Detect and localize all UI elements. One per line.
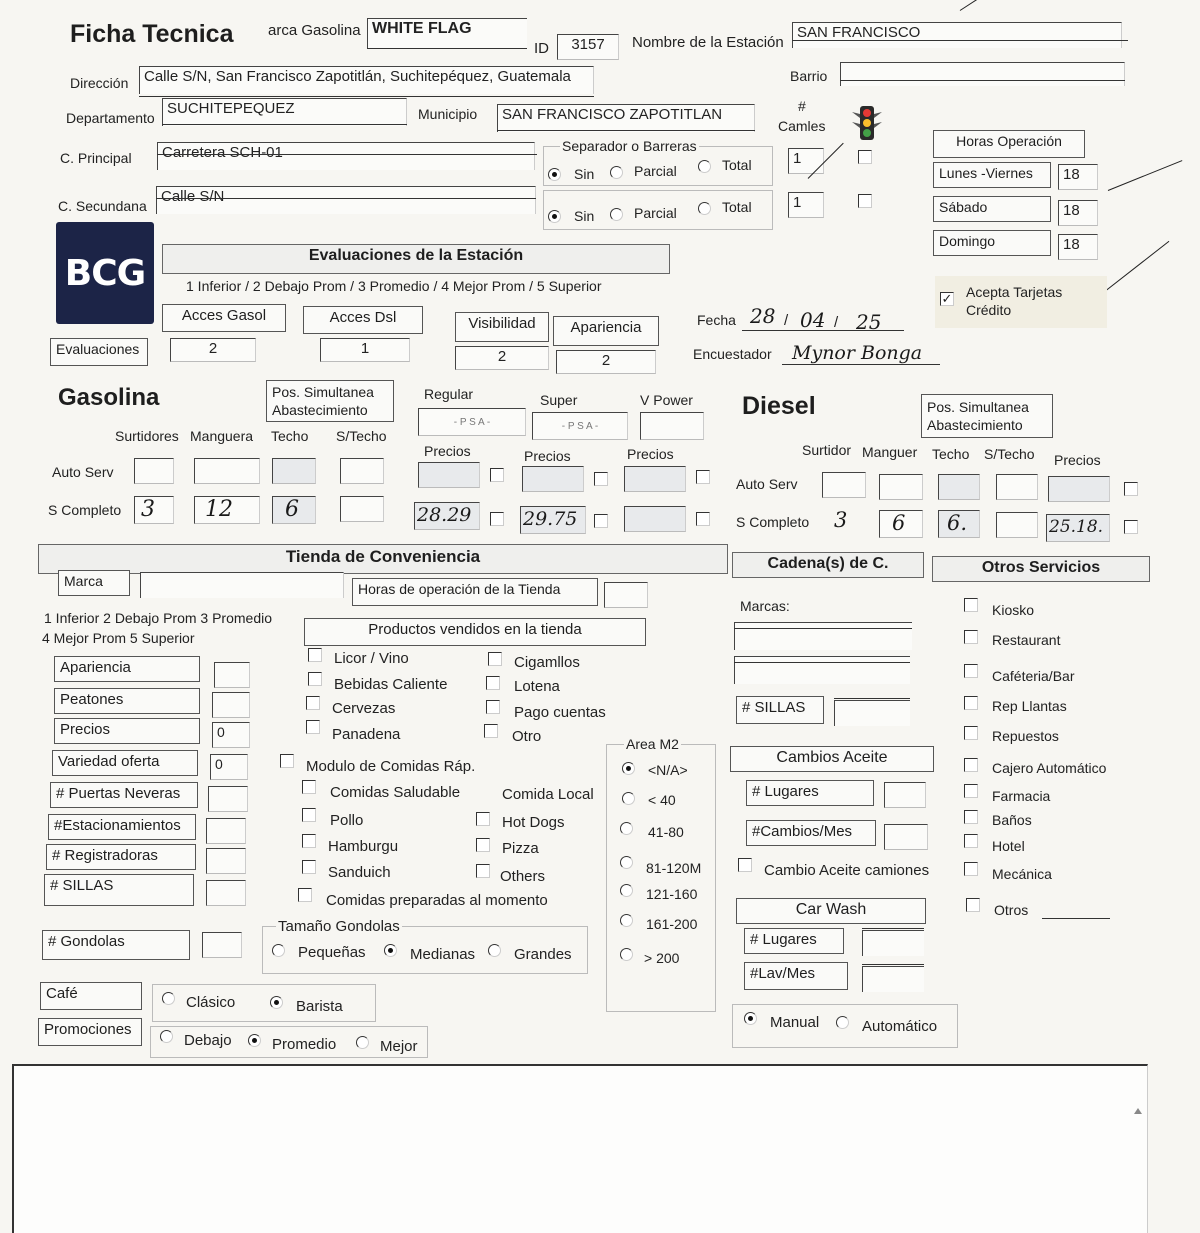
- promo-below-label: Debajo: [184, 1032, 232, 1049]
- area-option-0: <N/A>: [648, 762, 688, 778]
- diesel-auto-techo-field[interactable]: [938, 474, 980, 500]
- other-service-label: Otros: [994, 902, 1029, 918]
- secondary-barrier-sin-label: Sin: [574, 208, 595, 224]
- others-food-checkbox[interactable]: [476, 864, 490, 878]
- date-label: Fecha: [697, 312, 736, 328]
- bakery-checkbox[interactable]: [306, 720, 320, 734]
- brand-field[interactable]: WHITE FLAG: [367, 18, 527, 48]
- gas-col-manguera: Manguera: [190, 428, 254, 444]
- auto-wash-radio[interactable]: [836, 1016, 849, 1029]
- restrooms-label: Baños: [992, 812, 1032, 828]
- surveyor-label: Encuestador: [693, 346, 772, 362]
- secondary-barrier-parcial-radio[interactable]: [610, 208, 623, 221]
- diesel-auto-checkbox[interactable]: [1124, 482, 1138, 496]
- secondary-barrier-total-label: Total: [722, 199, 752, 215]
- barista-coffee-radio[interactable]: [270, 996, 283, 1009]
- regular-auto-price-field[interactable]: [418, 462, 480, 488]
- regular-label: Regular: [424, 386, 474, 402]
- manual-wash-radio[interactable]: [744, 1012, 757, 1025]
- area-option-radio-0[interactable]: [622, 762, 635, 775]
- area-option-3: 81-120M: [646, 860, 702, 876]
- gas-pos-label: [266, 380, 394, 422]
- bakery-label: Panadena: [332, 726, 401, 743]
- gas-completo-techo-field[interactable]: 6: [272, 496, 316, 524]
- promo-below-radio[interactable]: [160, 1030, 173, 1043]
- atm-label: Cajero Automático: [992, 760, 1107, 776]
- cigarettes-checkbox[interactable]: [488, 652, 502, 666]
- promo-average-label: Promedio: [272, 1036, 337, 1053]
- sandwich-checkbox[interactable]: [302, 860, 316, 874]
- store-chairs-label: # SILLAS: [44, 874, 194, 906]
- store-appearance-field[interactable]: [214, 662, 250, 688]
- classic-coffee-label: Clásico: [186, 994, 236, 1011]
- evaluations-button[interactable]: Evaluaciones: [50, 338, 148, 366]
- area-option-radio-1[interactable]: [622, 792, 635, 805]
- burger-checkbox[interactable]: [302, 834, 316, 848]
- diesel-col-manguer: Manguer: [862, 444, 918, 460]
- fast-food-module-label: Modulo de Comidas Ráp.: [306, 758, 476, 775]
- main-barrier-total-radio[interactable]: [698, 160, 711, 173]
- area-title: Area M2: [626, 736, 679, 752]
- oil-changes-month-field[interactable]: [884, 824, 928, 850]
- secondary-street-field[interactable]: Calle S/N: [156, 186, 536, 214]
- gas-col-stecho: S/Techo: [336, 428, 387, 444]
- healthy-food-label: Comidas Saludable: [330, 784, 461, 801]
- chain-brand-field-2[interactable]: [734, 656, 910, 684]
- lottery-checkbox[interactable]: [486, 676, 500, 690]
- main-traffic-light-checkbox[interactable]: [858, 150, 872, 164]
- medium-gondola-label: Medianas: [410, 946, 476, 963]
- gondola-size-title: Tamaño Gondolas: [278, 918, 400, 935]
- other-services-title: Otros Servicios: [932, 556, 1150, 582]
- weekday-hours-field[interactable]: 18: [1058, 164, 1098, 190]
- gas-col-techo: Techo: [271, 428, 309, 444]
- cigarettes-label: Cigamllos: [514, 654, 580, 671]
- department-label: Departamento: [66, 110, 155, 126]
- diesel-auto-manguer-field[interactable]: [879, 474, 923, 500]
- diesel-access-label: Acces Dsl: [303, 306, 423, 334]
- diesel-row-completo: S Completo: [736, 514, 810, 530]
- super-price-label: Precios: [524, 448, 571, 464]
- regular-psa-field[interactable]: - P S A -: [418, 408, 526, 436]
- gas-pos-label-line1: Pos. Simultanea: [272, 384, 374, 400]
- area-option-6: > 200: [644, 950, 680, 966]
- store-hours-field[interactable]: [604, 582, 648, 608]
- trucks-label: Camles: [778, 118, 826, 134]
- super-auto-checkbox[interactable]: [594, 472, 608, 486]
- gas-auto-manguera-field[interactable]: [194, 458, 260, 484]
- restrooms-checkbox[interactable]: [964, 810, 978, 824]
- manual-wash-label: Manual: [770, 1014, 820, 1031]
- super-price-field[interactable]: 29.75: [520, 506, 586, 534]
- vpower-price-label: Precios: [627, 446, 674, 462]
- secondary-barrier-total-radio[interactable]: [698, 202, 711, 215]
- gas-access-field[interactable]: 2: [170, 338, 256, 362]
- diesel-completo-manguer-field[interactable]: 6: [879, 510, 923, 538]
- visibility-label: Visibilidad: [455, 312, 549, 342]
- gas-auto-techo-field[interactable]: [272, 458, 316, 484]
- hotel-checkbox[interactable]: [964, 834, 978, 848]
- liquor-checkbox[interactable]: [308, 648, 322, 662]
- lottery-label: Lotena: [514, 678, 560, 695]
- vpower-completo-checkbox[interactable]: [696, 512, 710, 526]
- gas-col-surtidores: Surtidores: [115, 428, 179, 444]
- tire-repair-label: Rep Llantas: [992, 698, 1067, 714]
- pizza-label: Pizza: [502, 840, 539, 857]
- traffic-light-icon: [850, 104, 884, 149]
- medium-gondola-radio[interactable]: [384, 944, 397, 957]
- bcg-logo-text: BCG: [64, 252, 146, 294]
- store-variety-label: Variedad oferta: [52, 750, 198, 776]
- area-option-4: 121-160: [646, 886, 698, 902]
- car-wash-title: Car Wash: [736, 898, 926, 924]
- other-product-checkbox[interactable]: [484, 724, 498, 738]
- comments-textarea[interactable]: [12, 1064, 1148, 1233]
- area-option-radio-5[interactable]: [620, 914, 633, 927]
- gas-auto-surtidores-field[interactable]: [134, 458, 174, 484]
- evaluations-title: Evaluaciones de la Estación: [162, 244, 670, 274]
- sunday-hours-field[interactable]: 18: [1058, 234, 1098, 260]
- secondary-barrier-sin-radio[interactable]: [548, 210, 561, 223]
- station-name-label: Nombre de la Estación: [632, 34, 784, 51]
- diesel-completo-surtidor-field[interactable]: 3: [834, 508, 848, 532]
- super-psa-field[interactable]: - P S A -: [532, 412, 628, 440]
- convenience-store-title: Tienda de Conveniencia: [38, 544, 728, 574]
- mechanic-label: Mecánica: [992, 866, 1052, 882]
- oil-change-title: Cambios Aceite: [730, 746, 934, 772]
- diesel-col-stecho: S/Techo: [984, 446, 1035, 462]
- diesel-price-field[interactable]: 25.18.: [1046, 514, 1110, 542]
- diesel-row-auto: Auto Serv: [736, 476, 798, 492]
- mechanic-checkbox[interactable]: [964, 862, 978, 876]
- barista-coffee-label: Barista: [296, 998, 343, 1015]
- chain-brand-field-1[interactable]: [734, 622, 912, 650]
- other-product-label: Otro: [512, 728, 542, 745]
- diesel-title: Diesel: [742, 392, 816, 420]
- area-group: [606, 744, 716, 1012]
- department-field[interactable]: SUCHITEPEQUEZ: [162, 98, 407, 126]
- appearance-label: Apariencia: [553, 316, 659, 346]
- classic-coffee-radio[interactable]: [162, 992, 175, 1005]
- regular-price-field[interactable]: 28.29: [414, 502, 480, 530]
- promo-average-radio[interactable]: [248, 1034, 261, 1047]
- store-appearance-label: Apariencia: [54, 656, 200, 682]
- auto-wash-label: Automático: [862, 1018, 938, 1035]
- vpower-psa-field[interactable]: [640, 412, 704, 440]
- credit-card-label-line2: Crédito: [966, 302, 1012, 318]
- chicken-label: Pollo: [330, 812, 364, 829]
- diesel-pos-label-line2: Abastecimiento: [927, 417, 1023, 433]
- cafeteria-label: Caféteria/Bar: [992, 668, 1075, 684]
- store-prices-label: Precios: [54, 718, 200, 744]
- secondary-barrier-parcial-label: Parcial: [634, 205, 677, 221]
- area-option-radio-2[interactable]: [620, 822, 633, 835]
- regular-completo-checkbox[interactable]: [490, 512, 504, 526]
- diesel-pos-label: [921, 394, 1053, 438]
- gas-completo-stecho-field[interactable]: [340, 496, 384, 522]
- kiosk-checkbox[interactable]: [964, 598, 978, 612]
- chicken-checkbox[interactable]: [302, 808, 316, 822]
- main-street-label: C. Principal: [60, 150, 132, 166]
- oil-changes-month-label: #Cambios/Mes: [746, 820, 876, 846]
- diesel-access-field[interactable]: 1: [320, 338, 410, 362]
- vpower-auto-price-field[interactable]: [624, 466, 686, 492]
- super-completo-checkbox[interactable]: [594, 514, 608, 528]
- vpower-auto-checkbox[interactable]: [696, 470, 710, 484]
- sandwich-label: Sanduich: [328, 864, 391, 881]
- main-barrier-parcial-label: Parcial: [634, 163, 677, 179]
- diesel-completo-checkbox[interactable]: [1124, 520, 1138, 534]
- hot-drinks-label: Bebidas Caliente: [334, 676, 448, 693]
- diesel-auto-price-field[interactable]: [1048, 476, 1110, 502]
- store-brand-field[interactable]: [140, 572, 344, 598]
- secondary-trucks-field[interactable]: 1: [788, 192, 824, 218]
- weekday-hours-label: Lunes -Viernes: [933, 162, 1051, 188]
- promo-better-label: Mejor: [380, 1038, 418, 1055]
- truck-oil-change-checkbox[interactable]: [738, 858, 752, 872]
- liquor-label: Licor / Vino: [334, 650, 409, 667]
- date-day[interactable]: 28: [750, 304, 776, 328]
- fast-food-module-checkbox[interactable]: [280, 754, 294, 768]
- gas-auto-stecho-field[interactable]: [340, 458, 384, 484]
- date-year[interactable]: 25: [856, 310, 882, 334]
- gas-row-auto: Auto Serv: [52, 464, 114, 480]
- chain-brands-label: Marcas:: [740, 598, 790, 614]
- diesel-auto-surtidor-field[interactable]: [822, 472, 866, 498]
- store-variety-field[interactable]: 0: [210, 754, 248, 780]
- store-chairs-field[interactable]: [206, 880, 246, 906]
- beer-checkbox[interactable]: [306, 696, 320, 710]
- area-option-radio-3[interactable]: [620, 856, 633, 869]
- bcg-logo: [56, 222, 154, 324]
- cafeteria-checkbox[interactable]: [964, 664, 978, 678]
- gas-row-completo: S Completo: [48, 502, 122, 518]
- store-prices-field[interactable]: 0: [212, 722, 250, 748]
- pen-mark: [960, 0, 1019, 11]
- area-option-2: 41-80: [648, 824, 684, 840]
- main-trucks-field[interactable]: 1: [788, 148, 824, 174]
- barrio-label: Barrio: [790, 68, 828, 84]
- regular-price-label: Precios: [424, 443, 471, 459]
- secondary-traffic-light-checkbox[interactable]: [858, 194, 872, 208]
- saturday-hours-label: Sábado: [933, 196, 1051, 222]
- gas-completo-surtidores-field[interactable]: 3: [134, 496, 174, 524]
- fridge-doors-label: # Puertas Neveras: [50, 782, 198, 808]
- pedestrians-label: Peatones: [54, 688, 200, 714]
- hot-dogs-checkbox[interactable]: [476, 812, 490, 826]
- brand-label: arca Gasolina: [268, 22, 361, 39]
- tire-repair-checkbox[interactable]: [964, 696, 978, 710]
- store-brand-label: Marca: [58, 570, 130, 596]
- others-food-label: Others: [500, 868, 546, 885]
- coffee-label: Café: [40, 982, 142, 1010]
- truck-oil-change-label: Cambio Aceite camiones: [764, 862, 930, 879]
- diesel-pos-label-line1: Pos. Simultanea: [927, 399, 1029, 415]
- area-option-radio-4[interactable]: [620, 884, 633, 897]
- credit-card-checkbox[interactable]: ✓: [941, 291, 953, 306]
- regular-auto-checkbox[interactable]: [490, 468, 504, 482]
- area-option-radio-6[interactable]: [620, 948, 633, 961]
- vpower-label: V Power: [640, 392, 693, 408]
- surveyor-signature[interactable]: Mynor Bonga: [792, 342, 923, 364]
- visibility-field[interactable]: 2: [455, 346, 549, 370]
- main-barrier-sin-label: Sin: [574, 166, 595, 182]
- atm-checkbox[interactable]: [964, 758, 978, 772]
- id-label: ID: [534, 40, 549, 57]
- other-service-line: [1042, 918, 1110, 919]
- main-street-field[interactable]: Carretera SCH-01: [157, 142, 535, 170]
- appearance-field[interactable]: 2: [556, 350, 656, 374]
- promotions-label: Promociones: [38, 1018, 142, 1046]
- other-service-checkbox[interactable]: [966, 898, 980, 912]
- date-month[interactable]: 04: [800, 308, 826, 332]
- credit-card-label-line1: Acepta Tarjetas: [966, 284, 1063, 300]
- promo-better-radio[interactable]: [356, 1036, 369, 1049]
- diesel-completo-techo-field[interactable]: 6.: [938, 510, 980, 538]
- spare-parts-checkbox[interactable]: [964, 726, 978, 740]
- car-wash-places-label: # Lugares: [744, 928, 844, 954]
- gondolas-label: # Gondolas: [42, 930, 190, 960]
- burger-label: Hamburgu: [328, 838, 399, 855]
- area-option-5: 161-200: [646, 916, 698, 932]
- form-title: Ficha Tecnica: [70, 20, 234, 48]
- scroll-up-icon[interactable]: [1134, 1108, 1142, 1114]
- barrier-label: Separador o Barreras: [562, 138, 697, 154]
- registers-label: # Registradoras: [46, 844, 196, 870]
- store-scale-line2: 4 Mejor Prom 5 Superior: [42, 630, 195, 646]
- pharmacy-label: Farmacia: [992, 788, 1051, 804]
- bill-pay-checkbox[interactable]: [486, 700, 500, 714]
- sunday-hours-label: Domingo: [933, 230, 1051, 256]
- id-field[interactable]: 3157: [557, 34, 619, 60]
- parking-label: #Estacionamientos: [48, 814, 196, 840]
- municipality-label: Municipio: [418, 106, 478, 122]
- address-label: Dirección: [70, 75, 129, 91]
- prepared-food-checkbox[interactable]: [298, 888, 312, 902]
- hotel-label: Hotel: [992, 838, 1025, 854]
- prepared-food-label: Comidas preparadas al momento: [326, 892, 548, 909]
- secondary-street-label: C. Secundana: [58, 198, 147, 214]
- oil-places-field[interactable]: [884, 782, 926, 808]
- diesel-col-precios: Precios: [1054, 452, 1101, 468]
- evaluation-scale: 1 Inferior / 2 Debajo Prom / 3 Promedio / 4 Mejor Prom / 5 Superior: [186, 278, 602, 294]
- hot-drinks-checkbox[interactable]: [308, 672, 322, 686]
- pharmacy-checkbox[interactable]: [964, 784, 978, 798]
- barrio-field[interactable]: [840, 62, 1125, 86]
- diesel-auto-stecho-field[interactable]: [996, 474, 1038, 500]
- gondolas-field[interactable]: [202, 932, 242, 958]
- chain-chairs-field[interactable]: [834, 700, 910, 726]
- large-gondola-label: Grandes: [514, 946, 572, 963]
- large-gondola-radio[interactable]: [488, 944, 501, 957]
- address-field[interactable]: Calle S/N, San Francisco Zapotitlán, Suchitepéquez, Guatemala: [139, 66, 594, 94]
- gas-access-label: Acces Gasol: [162, 304, 286, 332]
- saturday-hours-field[interactable]: 18: [1058, 200, 1098, 226]
- hot-dogs-label: Hot Dogs: [502, 814, 565, 831]
- super-auto-price-field[interactable]: [522, 466, 584, 492]
- gas-pos-label-line2: Abastecimiento: [272, 402, 368, 418]
- restaurant-checkbox[interactable]: [964, 630, 978, 644]
- pen-mark: [1106, 241, 1170, 291]
- trucks-label-hash: #: [798, 98, 806, 114]
- store-hours-label: Horas de operación de la Tienda: [352, 578, 598, 606]
- pizza-checkbox[interactable]: [476, 838, 490, 852]
- car-wash-places-field[interactable]: [862, 930, 924, 956]
- parking-field[interactable]: [206, 818, 246, 844]
- small-gondola-label: Pequeñas: [298, 944, 366, 961]
- store-scale-line1: 1 Inferior 2 Debajo Prom 3 Promedio: [44, 610, 272, 626]
- gas-completo-manguera-field[interactable]: 12: [194, 496, 260, 524]
- chain-title: Cadena(s) de C.: [732, 552, 924, 578]
- chain-chairs-label: # SILLAS: [736, 696, 824, 724]
- municipality-field[interactable]: SAN FRANCISCO ZAPOTITLAN: [497, 104, 755, 132]
- fridge-doors-field[interactable]: [208, 786, 248, 812]
- area-option-1: < 40: [648, 792, 676, 808]
- diesel-completo-stecho-field[interactable]: [996, 512, 1038, 538]
- kiosk-label: Kiosko: [992, 602, 1035, 618]
- main-barrier-sin-radio[interactable]: [548, 168, 561, 181]
- healthy-food-checkbox[interactable]: [302, 780, 316, 794]
- restaurant-label: Restaurant: [992, 632, 1061, 648]
- bill-pay-label: Pago cuentas: [514, 704, 606, 721]
- gasoline-title: Gasolina: [58, 384, 160, 411]
- main-barrier-total-label: Total: [722, 157, 752, 173]
- pen-mark: [1108, 160, 1183, 191]
- car-wash-month-field[interactable]: [862, 966, 924, 992]
- station-name-field[interactable]: SAN FRANCISCO: [792, 22, 1122, 48]
- super-label: Super: [540, 392, 578, 408]
- beer-label: Cervezas: [332, 700, 396, 717]
- local-food-label: Comida Local: [502, 786, 594, 803]
- pedestrians-field[interactable]: [212, 692, 250, 718]
- small-gondola-radio[interactable]: [272, 944, 285, 957]
- diesel-col-techo: Techo: [932, 446, 970, 462]
- oil-places-label: # Lugares: [746, 780, 874, 806]
- operating-hours-title: Horas Operación: [933, 130, 1085, 158]
- registers-field[interactable]: [206, 848, 246, 874]
- main-barrier-parcial-radio[interactable]: [610, 166, 623, 179]
- products-title: Productos vendidos en la tienda: [304, 618, 646, 646]
- diesel-col-surtidor: Surtidor: [802, 442, 852, 458]
- car-wash-month-label: #Lav/Mes: [744, 962, 848, 990]
- vpower-price-field[interactable]: [624, 506, 686, 532]
- spare-parts-label: Repuestos: [992, 728, 1059, 744]
